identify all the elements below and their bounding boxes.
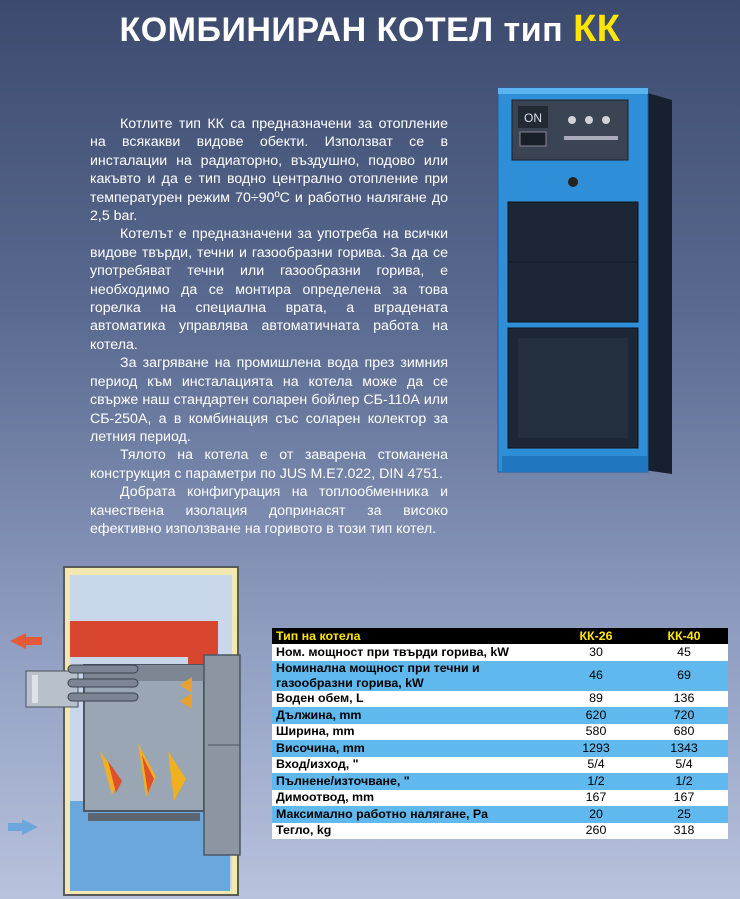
row-label: Пълнене/източване, " — [272, 773, 552, 790]
page-title — [0, 8, 740, 51]
description-paragraph: Котелът е предназначени за употреба на всички видове твърди, течни и газообразни горива. За да се употребяват течни или газообразни горива, е необходимо да се монтира определена за това горелка на специална врата, а вградената автоматика управлява автоматичната работа на котела. — [90, 226, 448, 353]
cell-kk26: 5/4 — [552, 757, 640, 774]
cross-section-diagram — [8, 565, 253, 897]
cell-kk26: 260 — [552, 823, 640, 840]
description-paragraph: За загряване на промишлена вода през зимния период към инсталацията на котела може да се свърже наш стандартен соларен бойлер СБ-110А или СБ-250А, а в комбинация със соларен колектор за летния период. — [90, 355, 448, 445]
table-row — [272, 757, 728, 774]
table-row — [272, 823, 728, 840]
cell-kk40: 69 — [640, 661, 728, 691]
boiler-photo — [494, 82, 674, 482]
row-label: Максимално работно налягане, Pa — [272, 806, 552, 823]
table-row — [272, 773, 728, 790]
row-label: Дължина, mm — [272, 707, 552, 724]
cell-kk40: 25 — [640, 806, 728, 823]
cell-kk40: 1343 — [640, 740, 728, 757]
row-label: Ширина, mm — [272, 724, 552, 741]
column-header: КК-40 — [640, 628, 728, 644]
cell-kk26: 1/2 — [552, 773, 640, 790]
row-label: Височина, mm — [272, 740, 552, 757]
cell-kk40: 1/2 — [640, 773, 728, 790]
cell-kk26: 580 — [552, 724, 640, 741]
table-header-row — [272, 628, 728, 644]
table-row — [272, 644, 728, 661]
description-paragraph: Тялото на котела е от заварена стоманена конструкция с параметри по JUS M.E7.022, DIN 4751. — [90, 447, 448, 482]
cell-kk26: 167 — [552, 790, 640, 807]
column-header: КК-26 — [552, 628, 640, 644]
table-row — [272, 707, 728, 724]
cell-kk40: 318 — [640, 823, 728, 840]
table-row — [272, 691, 728, 708]
row-label: Тегло, kg — [272, 823, 552, 840]
cell-kk40: 720 — [640, 707, 728, 724]
table-row — [272, 661, 728, 691]
title-main: КОМБИНИРАН КОТЕЛ тип — [119, 11, 564, 49]
cell-kk26: 89 — [552, 691, 640, 708]
cell-kk26: 1293 — [552, 740, 640, 757]
description-paragraph: Добрата конфигурация на топлообменника и качествена изолация допринасят за високо ефективно използване на горивото в този тип котел. — [90, 484, 448, 537]
cell-kk26: 30 — [552, 644, 640, 661]
row-label: Ном. мощност при твърди горива, kW — [272, 644, 552, 661]
cell-kk26: 20 — [552, 806, 640, 823]
cell-kk26: 46 — [552, 661, 640, 691]
title-accent: КК — [573, 8, 621, 50]
svg-text:ON: ON — [524, 111, 542, 125]
table-row — [272, 724, 728, 741]
row-label: Воден обем, L — [272, 691, 552, 708]
cell-kk40: 5/4 — [640, 757, 728, 774]
row-label: Номинална мощност при течни и газообразни горива, kW — [272, 661, 552, 691]
cell-kk40: 167 — [640, 790, 728, 807]
cell-kk40: 680 — [640, 724, 728, 741]
description-text — [90, 115, 448, 538]
cell-kk26: 620 — [552, 707, 640, 724]
table-row — [272, 806, 728, 823]
column-header: Тип на котела — [272, 628, 552, 644]
description-paragraph: Котлите тип КК са предназначени за отопление на всякакви видове обекти. Използват се в инсталации на радиаторно, въздушно, подово или какъвто и да е тип водно централно отопление при температурен режим 70÷90ºC и работно налягане до 2,5 bar. — [90, 116, 448, 225]
table-row — [272, 740, 728, 757]
specs-table — [272, 628, 728, 839]
cell-kk40: 45 — [640, 644, 728, 661]
row-label: Вход/изход, " — [272, 757, 552, 774]
table-row — [272, 790, 728, 807]
row-label: Димоотвод, mm — [272, 790, 552, 807]
cell-kk40: 136 — [640, 691, 728, 708]
